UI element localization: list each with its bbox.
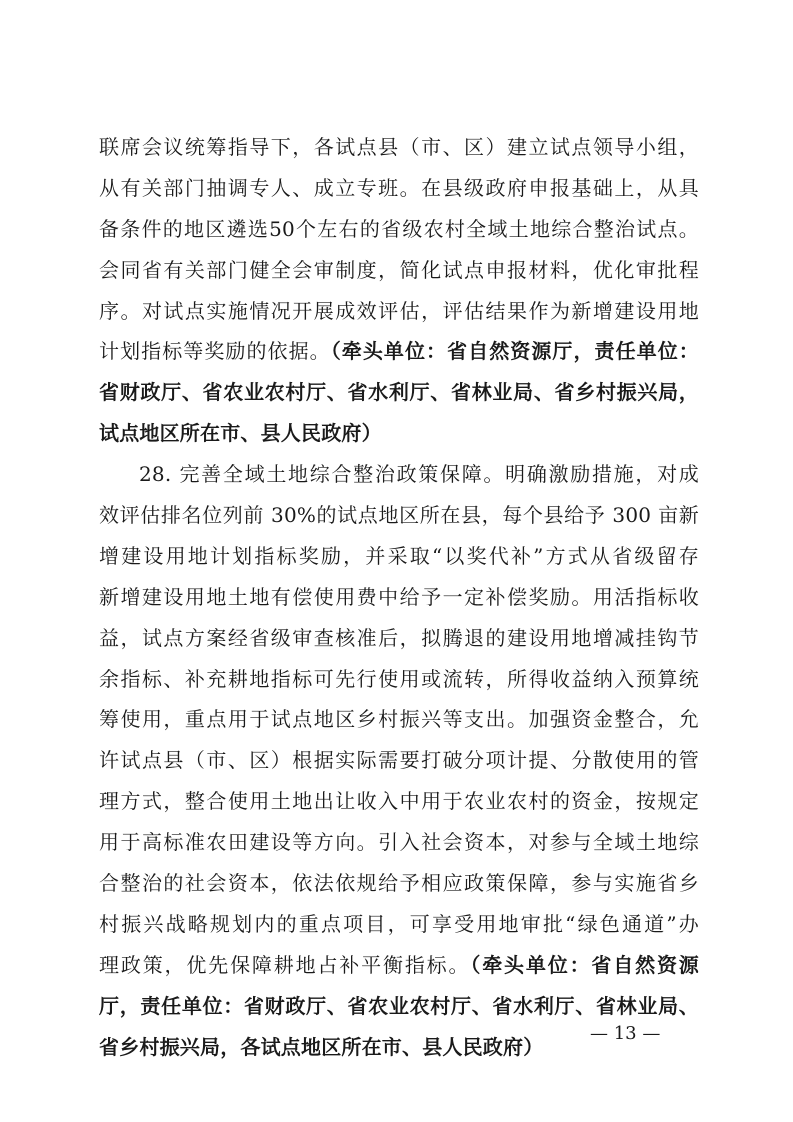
text-line: 筹使用，重点用于试点地区乡村振兴等支出。加强资金整合，允 xyxy=(99,707,699,732)
text-line: 联席会议统筹指导下，各试点县（市、区）建立试点领导小组， xyxy=(99,135,699,159)
text-segment: 理政策，优先保障耕地占补平衡指标。 xyxy=(99,952,471,977)
responsible-units-text: 省财政厅、省农业农村厅、省水利厅、省林业局、省乡村振兴局， xyxy=(99,380,699,405)
responsible-units-text: （牵头单位：省自然资源 xyxy=(470,952,700,977)
document-body xyxy=(99,127,699,1067)
text-line: 合整治的社会资本，依法依规给予相应政策保障，参与实施省乡 xyxy=(99,871,699,896)
responsible-units-text: （牵头单位：省自然资源厅，责任单位： xyxy=(330,339,699,364)
text-line: 理方式，整合使用土地出让收入中用于农业农村的资金，按规定 xyxy=(99,789,699,814)
text-segment: 计划指标等奖励的依据。 xyxy=(99,339,331,364)
text-line: 用于高标准农田建设等方向。引入社会资本，对参与全域土地综 xyxy=(99,830,699,855)
text-line xyxy=(99,945,699,986)
text-line: 从有关部门抽调专人、成立专班。在县级政府申报基础上，从具 xyxy=(99,175,699,200)
page-number: — 13 — xyxy=(590,1023,661,1044)
responsible-units-text: 省乡村振兴局，各试点地区所在市、县人民政府） xyxy=(99,1034,544,1059)
text-line: 增建设用地计划指标奖励，并采取“以奖代补”方式从省级留存 xyxy=(99,543,699,568)
text-line: 益，试点方案经省级审查核准后，拟腾退的建设用地增减挂钩节 xyxy=(99,625,699,650)
text-line: 效评估排名位列前 30%的试点地区所在县，每个县给予 300 亩新 xyxy=(99,503,699,528)
text-line xyxy=(99,331,699,372)
text-line: 许试点县（市、区）根据实际需要打破分项计提、分散使用的管 xyxy=(99,748,699,773)
section-28-heading-line: 28. 完善全域土地综合整治政策保障。明确激励措施，对成 xyxy=(139,462,699,487)
text-line: 备条件的地区遴选50个左右的省级农村全域土地综合整治试点。 xyxy=(99,216,699,241)
text-line: 序。对试点实施情况开展成效评估，评估结果作为新增建设用地 xyxy=(99,298,699,323)
text-line: 新增建设用地土地有偿使用费中给予一定补偿奖励。用活指标收 xyxy=(99,584,699,609)
responsible-units-text: 厅，责任单位：省财政厅、省农业农村厅、省水利厅、省林业局、 xyxy=(99,993,699,1018)
responsible-units-text: 试点地区所在市、县人民政府） xyxy=(99,421,382,446)
text-line: 会同省有关部门健全会审制度，简化试点申报材料，优化审批程 xyxy=(99,257,699,282)
text-line: 余指标、补充耕地指标可先行使用或流转，所得收益纳入预算统 xyxy=(99,666,699,691)
text-line: 村振兴战略规划内的重点项目，可享受用地审批“绿色通道”办 xyxy=(99,911,699,936)
